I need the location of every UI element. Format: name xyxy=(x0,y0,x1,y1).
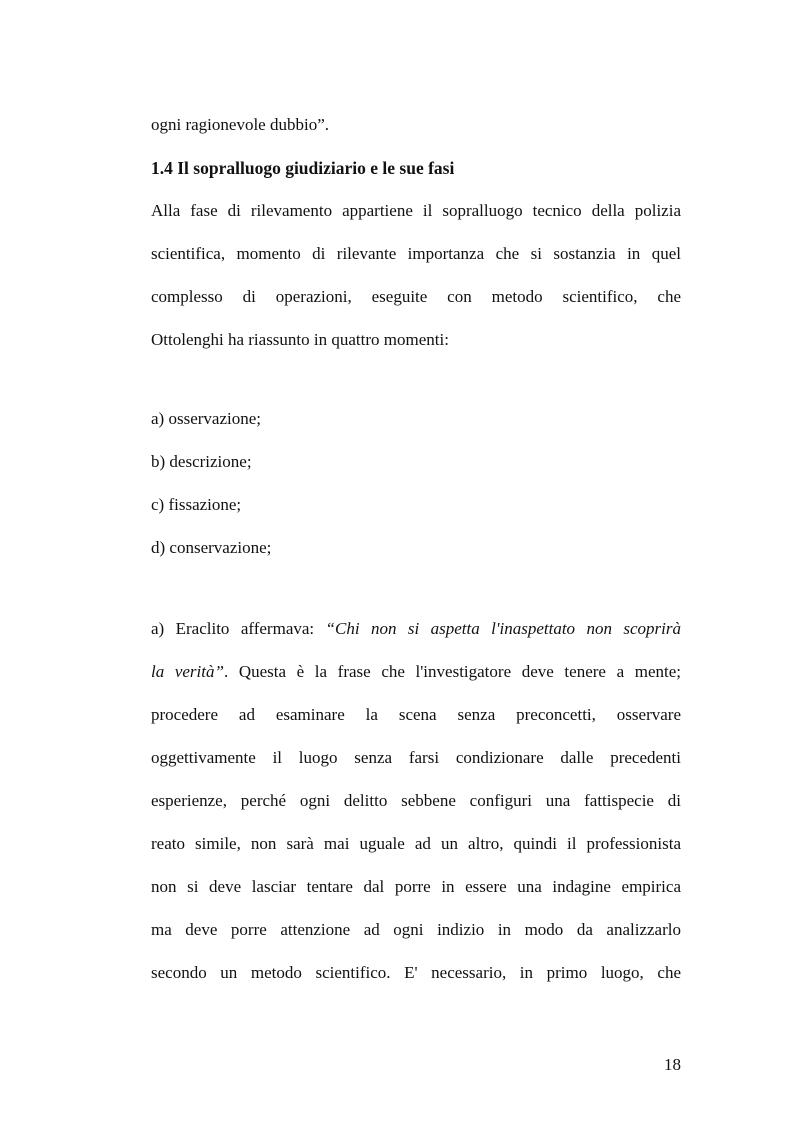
body-paragraph-line: non si deve lasciar tentare dal porre in essere una indagine empirica xyxy=(151,877,681,896)
intro-paragraph-line: Ottolenghi ha riassunto in quattro momenti: xyxy=(151,330,449,349)
document-page xyxy=(151,0,681,1123)
phase-list-item: c) fissazione; xyxy=(151,495,242,514)
phase-list-item: d) conservazione; xyxy=(151,538,272,557)
body-paragraph-line: oggettivamente il luogo senza farsi condizionare dalle precedenti xyxy=(151,748,681,767)
section-heading: 1.4 Il sopralluogo giudiziario e le sue fasi xyxy=(151,158,455,178)
quote-text: la verità” xyxy=(151,662,224,681)
body-line-prefix: a) Eraclito affermava: xyxy=(151,619,326,638)
phase-list-item: a) osservazione; xyxy=(151,409,261,428)
intro-paragraph-line: scientifica, momento di rilevante importanza che si sostanzia in quel xyxy=(151,244,681,263)
page-number: 18 xyxy=(664,1055,681,1074)
intro-paragraph-line: complesso di operazioni, eseguite con metodo scientifico, che xyxy=(151,287,681,306)
body-paragraph-line: reato simile, non sarà mai uguale ad un altro, quindi il professionista xyxy=(151,834,681,853)
phase-list-item: b) descrizione; xyxy=(151,452,252,471)
body-paragraph-line: esperienze, perché ogni delitto sebbene configuri una fattispecie di xyxy=(151,791,681,810)
carryover-text-line: ogni ragionevole dubbio”. xyxy=(151,115,329,134)
body-paragraph-line: secondo un metodo scientifico. E' necessario, in primo luogo, che xyxy=(151,963,681,982)
body-paragraph-line: ma deve porre attenzione ad ogni indizio in modo da analizzarlo xyxy=(151,920,681,939)
intro-paragraph-line: Alla fase di rilevamento appartiene il sopralluogo tecnico della polizia xyxy=(151,201,681,220)
body-paragraph-line xyxy=(151,661,681,683)
body-line-rest: . Questa è la frase che l'investigatore deve tenere a mente; xyxy=(223,662,681,681)
body-paragraph-line xyxy=(151,618,681,640)
quote-text: “Chi non si aspetta l'inaspettato non scoprirà xyxy=(325,619,681,638)
body-paragraph-line: procedere ad esaminare la scena senza preconcetti, osservare xyxy=(151,705,681,724)
